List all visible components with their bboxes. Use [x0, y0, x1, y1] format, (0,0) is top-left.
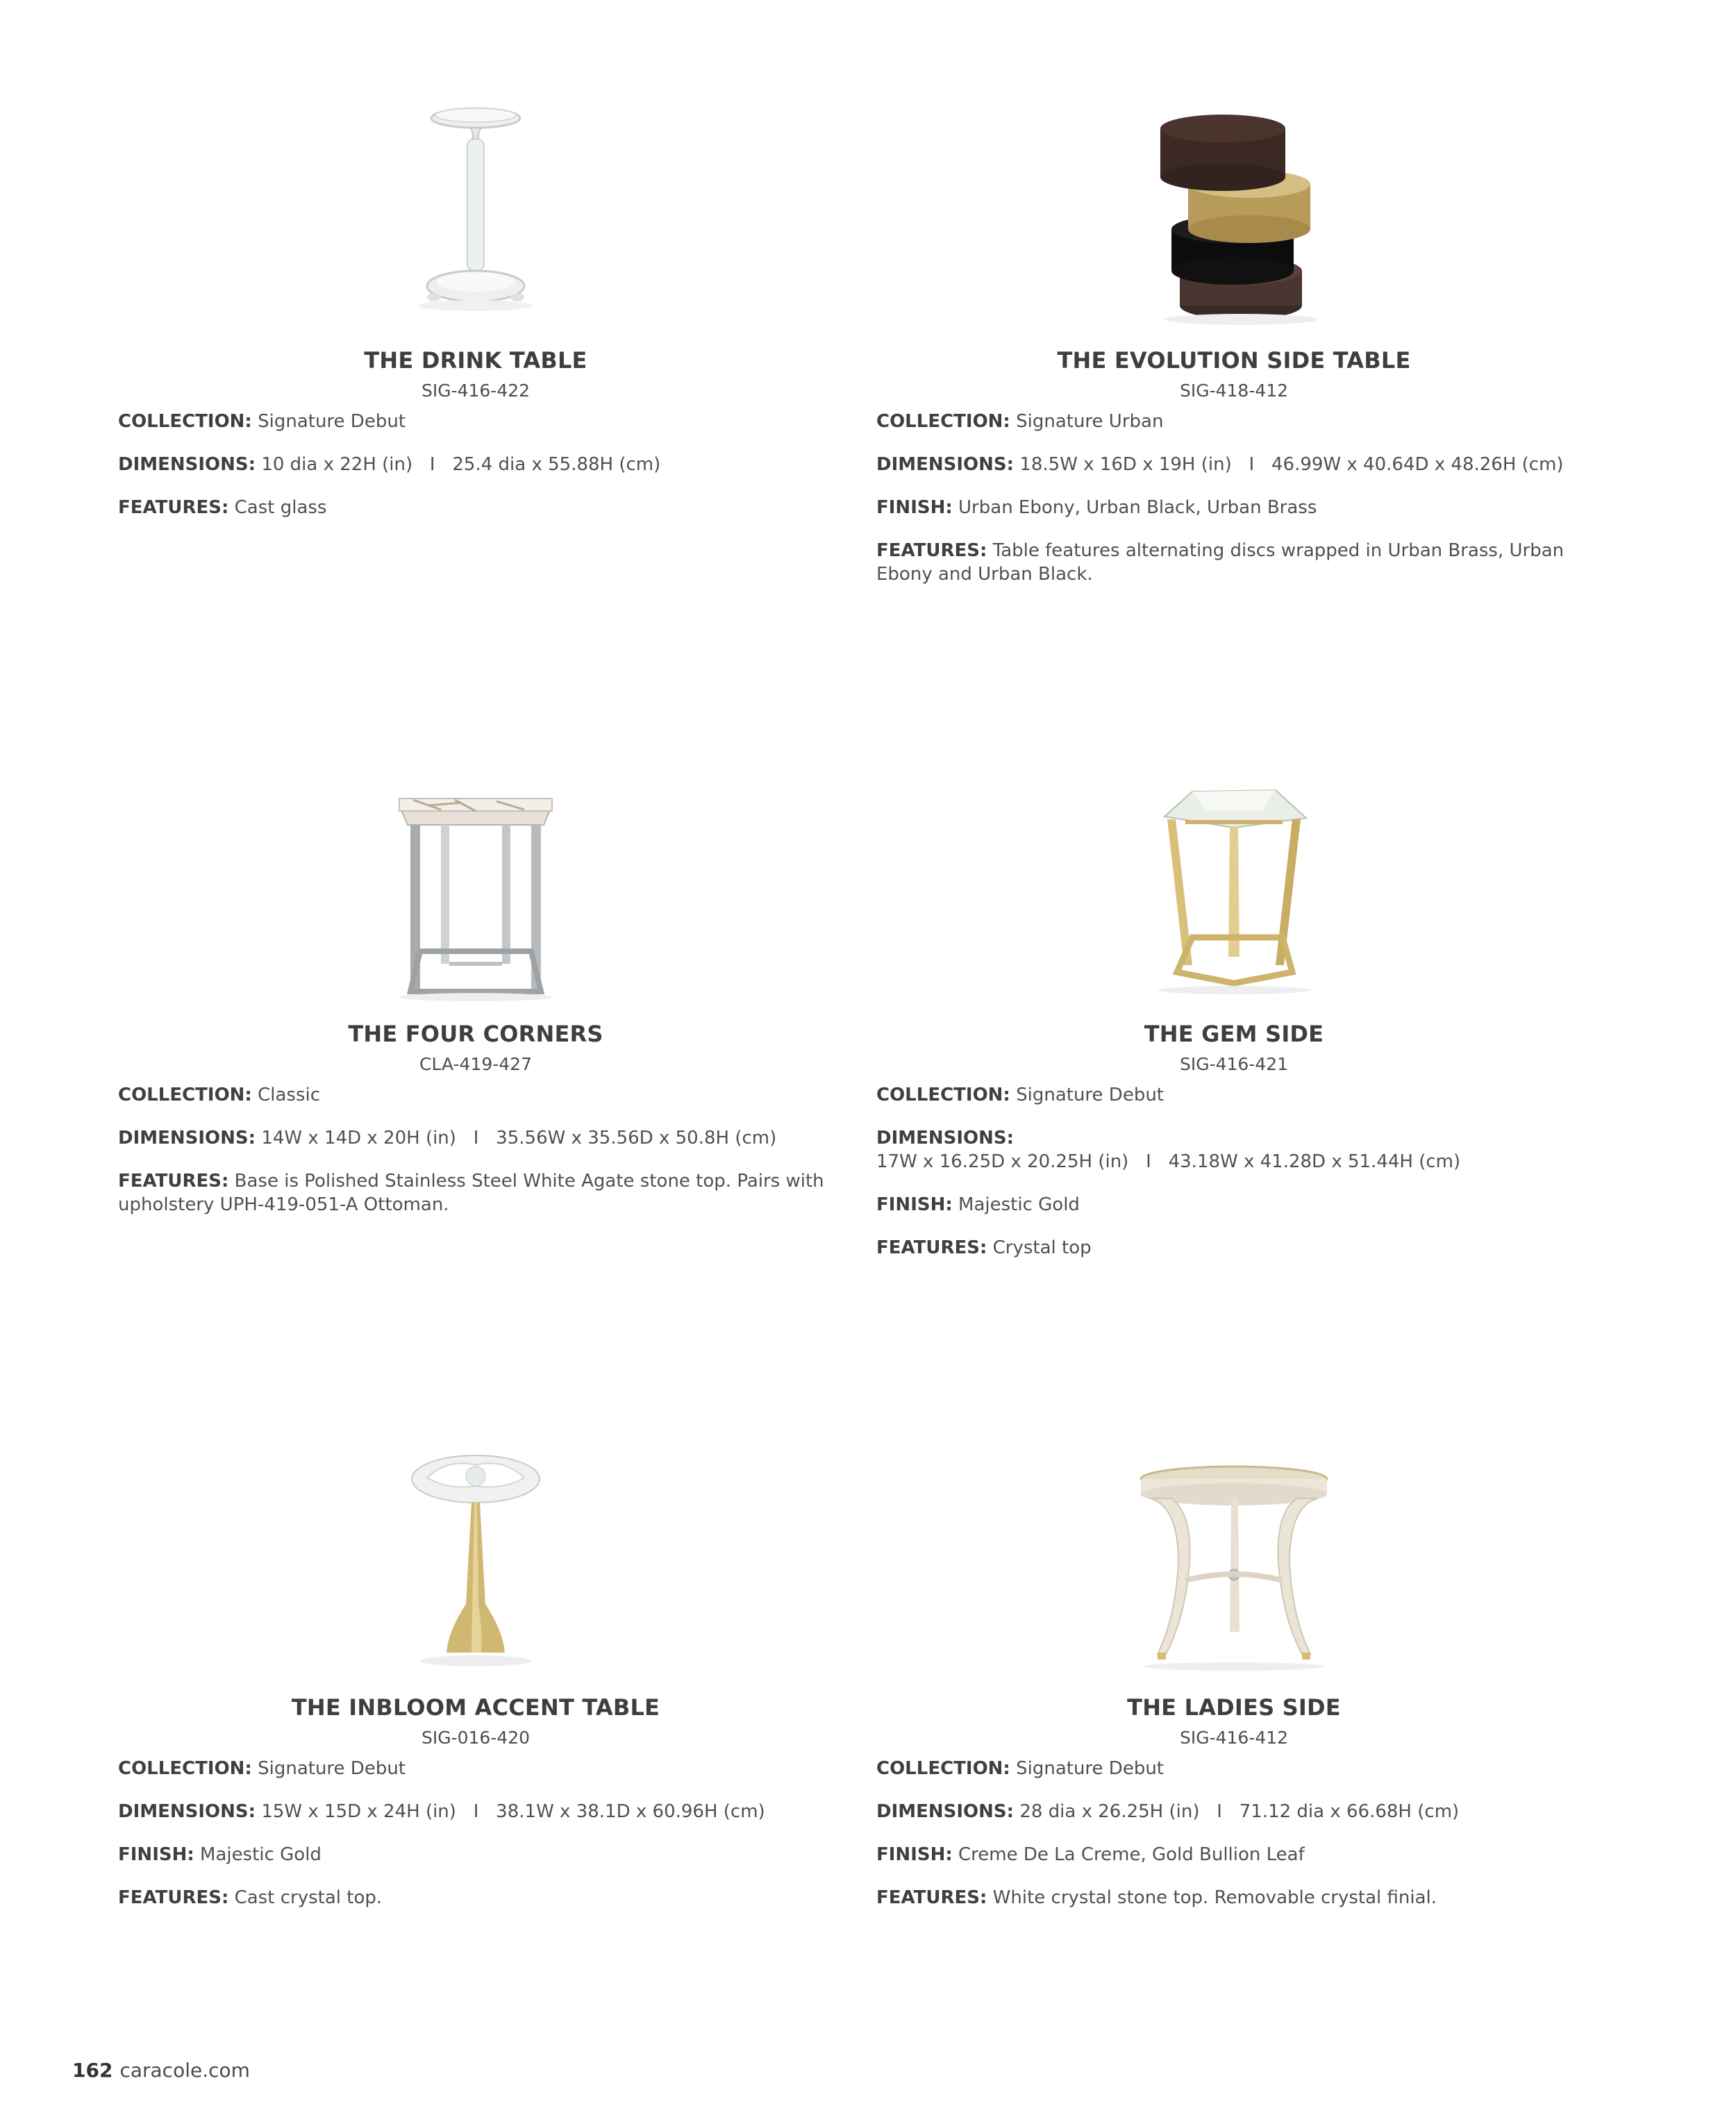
product-sku: SIG-016-420 [421, 1728, 531, 1748]
product-title: THE INBLOOM ACCENT TABLE [291, 1694, 660, 1721]
spec-dimensions: DIMENSIONS: 10 dia x 22H (in) I 25.4 dia x 55.88H (cm) [118, 454, 661, 475]
spec-features: FEATURES: Table features alternating discs wrapped in Urban Brass, Urban Ebony and Urban Black. [876, 540, 1564, 585]
product-specs [876, 1083, 1592, 1279]
product-sku: SIG-416-421 [1179, 1054, 1289, 1074]
product-title: THE FOUR CORNERS [348, 1021, 603, 1047]
spec-finish: FINISH: Urban Ebony, Urban Black, Urban Brass [876, 497, 1317, 518]
spec-collection: COLLECTION: Signature Debut [118, 411, 406, 432]
spec-finish: FINISH: Creme De La Creme, Gold Bullion Leaf [876, 1844, 1305, 1865]
spec-collection: COLLECTION: Signature Urban [876, 411, 1164, 432]
spec-dimensions: DIMENSIONS: 15W x 15D x 24H (in) I 38.1W x 38.1D x 60.96H (cm) [118, 1801, 765, 1822]
spec-dimensions: DIMENSIONS: 18.5W x 16D x 19H (in) I 46.99W x 40.64D x 48.26H (cm) [876, 454, 1564, 475]
spec-finish: FINISH: Majestic Gold [118, 1844, 322, 1865]
product-sku: SIG-416-412 [1179, 1728, 1289, 1748]
product-sku: SIG-418-412 [1179, 381, 1289, 401]
spec-features: FEATURES: Cast crystal top. [118, 1887, 383, 1908]
spec-dimensions: DIMENSIONS: 17W x 16.25D x 20.25H (in) I 43.18W x 41.28D x 51.44H (cm) [876, 1128, 1461, 1172]
gem-side-image [876, 764, 1592, 993]
spec-features: FEATURES: Cast glass [118, 497, 327, 518]
spec-dimensions: DIMENSIONS: 28 dia x 26.25H (in) I 71.12 dia x 66.68H (cm) [876, 1801, 1460, 1822]
spec-collection: COLLECTION: Signature Debut [118, 1758, 406, 1779]
product-specs [876, 410, 1592, 605]
spec-features: FEATURES: White crystal stone top. Removable crystal finial. [876, 1887, 1437, 1908]
product-specs [118, 1083, 833, 1236]
spec-features: FEATURES: Base is Polished Stainless Steel White Agate stone top. Pairs with upholstery UPH-419-051-A Ottoman. [118, 1171, 824, 1215]
spec-collection: COLLECTION: Signature Debut [876, 1758, 1164, 1779]
footer-site-link[interactable]: caracole.com [119, 2059, 250, 2082]
four-corners-image [118, 764, 833, 993]
spec-collection: COLLECTION: Classic [118, 1085, 321, 1105]
inbloom-accent-table-image [118, 1437, 833, 1666]
spec-features: FEATURES: Crystal top [876, 1237, 1092, 1258]
product-title: THE GEM SIDE [1144, 1021, 1324, 1047]
evolution-side-table-image [876, 90, 1592, 319]
product-title: THE EVOLUTION SIDE TABLE [1057, 347, 1411, 374]
product-specs [118, 410, 833, 539]
page-footer [72, 2059, 250, 2082]
ladies-side-image [876, 1437, 1592, 1666]
page-number: 162 [72, 2059, 113, 2082]
drink-table-image [118, 90, 833, 319]
product-title: THE DRINK TABLE [364, 347, 587, 374]
spec-dimensions: DIMENSIONS: 14W x 14D x 20H (in) I 35.56W x 35.56D x 50.8H (cm) [118, 1128, 777, 1148]
product-specs [118, 1757, 833, 1929]
product-specs [876, 1757, 1592, 1929]
product-sku: CLA-419-427 [419, 1054, 532, 1074]
spec-finish: FINISH: Majestic Gold [876, 1194, 1080, 1215]
product-sku: SIG-416-422 [421, 381, 531, 401]
product-title: THE LADIES SIDE [1127, 1694, 1341, 1721]
spec-collection: COLLECTION: Signature Debut [876, 1085, 1164, 1105]
